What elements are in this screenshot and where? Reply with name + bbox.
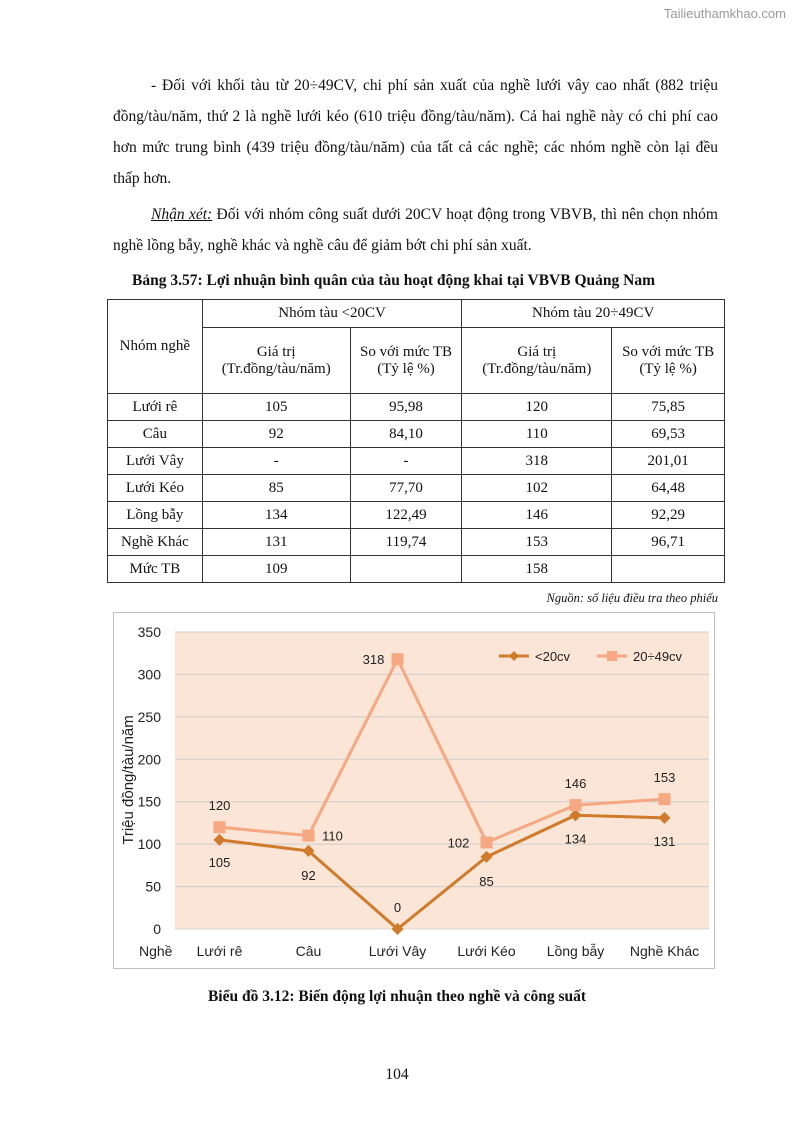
data-label: 85 [479, 873, 494, 889]
cell: - [202, 448, 350, 475]
row-name: Lưới Vây [108, 448, 203, 475]
cell: 122,49 [350, 502, 462, 529]
x-tick-label: Lồng bẫy [546, 943, 605, 959]
data-label: 92 [301, 867, 316, 883]
cell: 84,10 [350, 421, 462, 448]
paragraph-remark [113, 199, 718, 261]
table-row [108, 394, 725, 421]
legend-marker [607, 651, 617, 661]
cell: 64,48 [612, 475, 725, 502]
y-tick-label: 200 [137, 751, 161, 768]
remark-text: Đối với nhóm công suất dưới 20CV hoạt động trong VBVB, thì nên chọn nhóm nghề lồng bẫy, nghề khác và nghề câu để giảm bớt chi phí sản xuất. [113, 206, 718, 254]
table-row [108, 448, 725, 475]
cell [612, 556, 725, 583]
data-label: 120 [208, 798, 231, 814]
data-label: 102 [447, 835, 470, 851]
x-axis-label: Nghề [139, 943, 173, 959]
data-label: 110 [322, 828, 343, 844]
remark-label: Nhận xét: [151, 206, 213, 223]
data-point [214, 821, 226, 833]
table-source: Nguồn: số liệu điều tra theo phiếu [546, 591, 718, 605]
data-label: 0 [393, 900, 402, 915]
header-group1: Nhóm tàu <20CV [202, 300, 462, 328]
cell: 77,70 [350, 475, 462, 502]
row-name: Câu [108, 421, 203, 448]
row-name: Nghề Khác [108, 529, 203, 556]
cell: 158 [462, 556, 612, 583]
cell: 153 [462, 529, 612, 556]
data-label: 134 [564, 831, 587, 847]
cell: 95,98 [350, 394, 462, 421]
chart-caption: Biểu đồ 3.12: Biến động lợi nhuận theo nghề và công suất [207, 988, 587, 1005]
cell: 102 [462, 475, 612, 502]
cell [350, 556, 462, 583]
header-value-1: Giá trị (Tr.đồng/tàu/năm) [202, 328, 350, 394]
page-number: 104 [385, 1066, 409, 1083]
table-row [108, 502, 725, 529]
y-tick-label: 300 [137, 666, 161, 683]
cell: 131 [202, 529, 350, 556]
table-row [108, 556, 725, 583]
cell: 105 [202, 394, 350, 421]
y-tick-label: 0 [153, 921, 161, 937]
header-compare-2: So với mức TB (Tỷ lệ %) [612, 328, 725, 394]
x-tick-label: Nghề Khác [629, 943, 700, 959]
cell: 75,85 [612, 394, 725, 421]
data-point [481, 836, 493, 848]
data-point [570, 799, 582, 811]
paragraph-cost-analysis: - Đối với khối tàu từ 20÷49CV, chi phí sản xuất của nghề lưới vây cao nhất (882 triệu đồng/tàu/năm, thứ 2 là nghề lưới kéo (610 triệu đồng/tàu/năm). Cả hai nghề này có chi phí cao hơn mức trung bình (439 triệu đồng/tàu/năm) của tất cả các nghề; các nhóm nghề còn lại đều thấp hơn. [113, 77, 718, 187]
data-label: 153 [653, 770, 676, 786]
cell: 110 [462, 421, 612, 448]
legend-label: <20cv [535, 649, 571, 664]
x-tick-label: Câu [295, 943, 322, 959]
header-group-col: Nhóm nghề [108, 300, 203, 394]
cell: - [350, 448, 462, 475]
cell: 92 [202, 421, 350, 448]
cell: 146 [462, 502, 612, 529]
cell: 109 [202, 556, 350, 583]
plot-area [175, 632, 709, 929]
x-tick-label: Lưới Kéo [457, 943, 516, 959]
y-tick-label: 150 [137, 793, 161, 810]
data-point [659, 793, 671, 805]
cell: 69,53 [612, 421, 725, 448]
row-name: Mức TB [108, 556, 203, 583]
cell: 318 [462, 448, 612, 475]
y-tick-label: 50 [145, 878, 161, 895]
cell: 92,29 [612, 502, 725, 529]
cell: 201,01 [612, 448, 725, 475]
x-tick-label: Lưới Vây [368, 943, 427, 959]
y-tick-label: 250 [137, 708, 161, 725]
table-caption: Bảng 3.57: Lợi nhuận bình quân của tàu hoạt động khai tại VBVB Quảng Nam [132, 272, 655, 289]
data-label: 105 [208, 854, 231, 870]
cell: 119,74 [350, 529, 462, 556]
cell: 134 [202, 502, 350, 529]
data-label: 146 [564, 776, 587, 792]
header-value-2: Giá trị (Tr.đồng/tàu/năm) [462, 328, 612, 394]
data-point [303, 830, 315, 842]
table-row [108, 529, 725, 556]
header-compare-1: So với mức TB (Tỷ lệ %) [350, 328, 462, 394]
y-tick-label: 350 [137, 624, 161, 640]
table-row [108, 421, 725, 448]
legend-label: 20÷49cv [633, 649, 683, 664]
row-name: Lưới rê [108, 394, 203, 421]
data-point [392, 653, 404, 665]
row-name: Lưới Kéo [108, 475, 203, 502]
data-label: 318 [362, 652, 385, 668]
cell: 85 [202, 475, 350, 502]
row-name: Lồng bẫy [108, 502, 203, 529]
cell: 96,71 [612, 529, 725, 556]
table-row [108, 475, 725, 502]
data-label: 131 [653, 833, 676, 849]
cell: 120 [462, 394, 612, 421]
y-axis-label: Triệu đồng/tàu/năm [120, 715, 137, 845]
x-tick-label: Lưới rê [196, 943, 243, 959]
profit-line-chart [113, 612, 715, 969]
y-tick-label: 100 [137, 836, 161, 853]
watermark: Tailieuthamkhao.com [663, 6, 786, 21]
profit-table [107, 299, 725, 583]
header-group2: Nhóm tàu 20÷49CV [462, 300, 725, 328]
